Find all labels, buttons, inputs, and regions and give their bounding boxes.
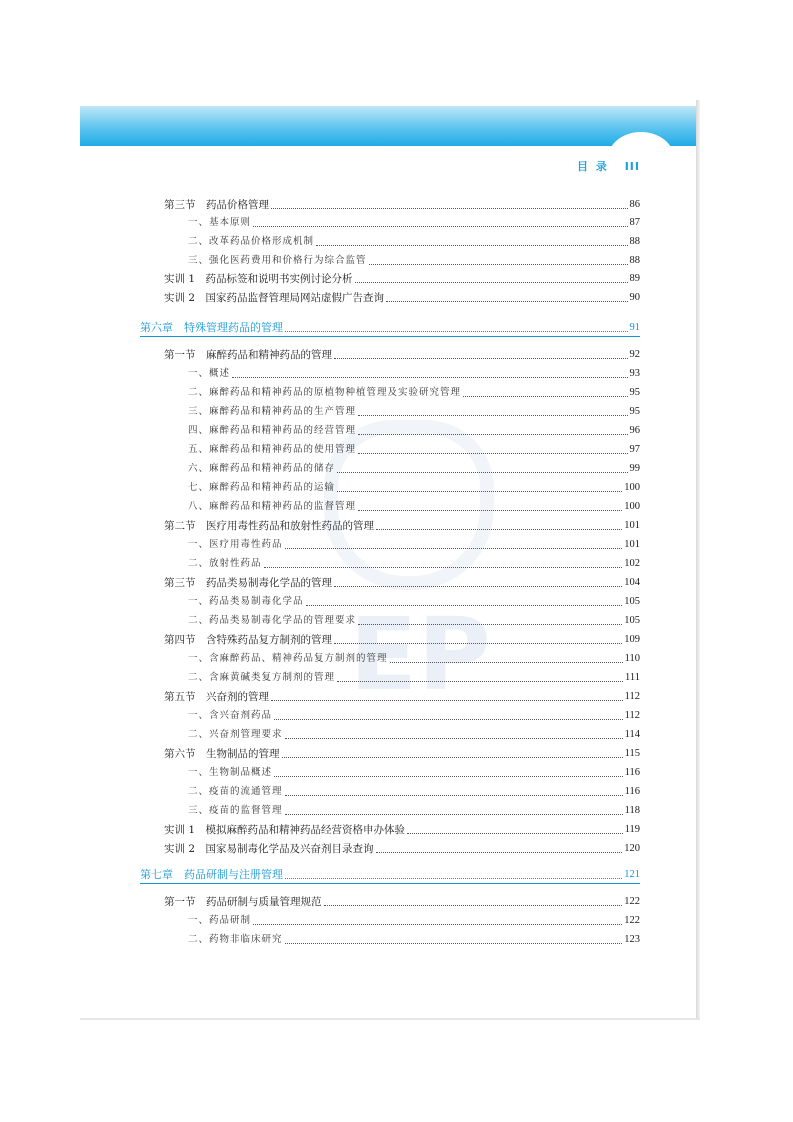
toc-dot-leader bbox=[274, 776, 623, 777]
toc-entry-title: 一、药品研制 bbox=[188, 915, 252, 926]
toc-subsection-entry[interactable] bbox=[188, 669, 640, 685]
toc-entry-title: 七、麻醉药品和精神药品的运输 bbox=[188, 482, 336, 493]
toc-entry-page-number: 120 bbox=[624, 843, 640, 854]
toc-section-entry[interactable] bbox=[164, 346, 640, 362]
toc-entry-page-number: 88 bbox=[629, 255, 640, 266]
toc-entry-title: 六、麻醉药品和精神药品的储存 bbox=[188, 463, 336, 474]
toc-entry-page-number: 116 bbox=[624, 786, 640, 797]
toc-entry-page-number: 115 bbox=[624, 748, 640, 759]
toc-subsection-entry[interactable] bbox=[188, 422, 640, 438]
toc-entry-title: 三、强化医药费用和价格行为综合监管 bbox=[188, 255, 367, 266]
toc-subsection-entry[interactable] bbox=[188, 707, 640, 723]
toc-subsection-entry[interactable] bbox=[188, 536, 640, 552]
toc-entry-page-number: 97 bbox=[629, 444, 640, 455]
toc-entry-page-number: 105 bbox=[624, 615, 640, 626]
toc-subsection-entry[interactable] bbox=[188, 726, 640, 742]
running-head-page-number: III bbox=[624, 160, 640, 173]
toc-entry-title: 第二节 医疗用毒性药品和放射性药品的管理 bbox=[164, 520, 374, 532]
toc-entry-title: 二、兴奋剂管理要求 bbox=[188, 729, 283, 740]
toc-section-entry[interactable] bbox=[164, 631, 640, 647]
toc-subsection-entry[interactable] bbox=[188, 650, 640, 666]
toc-subsection-entry[interactable] bbox=[188, 931, 640, 947]
toc-entry-page-number: 90 bbox=[629, 292, 640, 303]
toc-entry-title: 一、药品类易制毒化学品 bbox=[188, 596, 304, 607]
toc-entry-page-number: 87 bbox=[629, 217, 640, 228]
toc-subsection-entry[interactable] bbox=[188, 479, 640, 495]
toc-entry-title: 第六节 生物制品的管理 bbox=[164, 748, 280, 760]
toc-subsection-entry[interactable] bbox=[188, 384, 640, 400]
toc-subsection-entry[interactable] bbox=[188, 612, 640, 628]
toc-dot-leader bbox=[316, 245, 627, 246]
toc-dot-leader bbox=[285, 738, 623, 739]
toc-entry-page-number: 102 bbox=[624, 558, 640, 569]
toc-entry-page-number: 105 bbox=[624, 596, 640, 607]
toc-subsection-entry[interactable] bbox=[188, 233, 640, 249]
toc-dot-leader bbox=[271, 700, 623, 701]
toc-entry-page-number: 123 bbox=[624, 934, 640, 945]
toc-entry-title: 一、含麻醉药品、精神药品复方制剂的管理 bbox=[188, 653, 388, 664]
toc-subsection-entry[interactable] bbox=[188, 912, 640, 928]
toc-dot-leader bbox=[232, 377, 627, 378]
toc-chapter-entry[interactable] bbox=[140, 319, 640, 335]
toc-entry-page-number: 121 bbox=[624, 869, 640, 880]
toc-entry-page-number: 122 bbox=[624, 896, 640, 907]
toc-dot-leader bbox=[274, 719, 623, 720]
chapter-underline-rule bbox=[140, 883, 640, 884]
toc-section-entry[interactable] bbox=[164, 840, 640, 856]
toc-subsection-entry[interactable] bbox=[188, 555, 640, 571]
toc-subsection-entry[interactable] bbox=[188, 764, 640, 780]
toc-entry-page-number: 104 bbox=[624, 577, 640, 588]
toc-entry-title: 二、放射性药品 bbox=[188, 558, 262, 569]
toc-entry-page-number: 114 bbox=[624, 729, 640, 740]
running-head-label: 目 录 bbox=[577, 160, 609, 173]
toc-entry-title: 三、疫苗的监督管理 bbox=[188, 805, 283, 816]
toc-dot-leader bbox=[358, 453, 627, 454]
toc-subsection-entry[interactable] bbox=[188, 460, 640, 476]
toc-entry-page-number: 100 bbox=[624, 501, 640, 512]
toc-dot-leader bbox=[337, 472, 627, 473]
toc-entry-page-number: 109 bbox=[624, 634, 640, 645]
toc-dot-leader bbox=[376, 529, 622, 530]
toc-dot-leader bbox=[271, 208, 628, 209]
toc-entry-title: 二、含麻黄碱类复方制剂的管理 bbox=[188, 672, 336, 683]
toc-section-entry[interactable] bbox=[164, 688, 640, 704]
toc-dot-leader bbox=[358, 434, 627, 435]
toc-entry-title: 二、疫苗的流通管理 bbox=[188, 786, 283, 797]
toc-entry-page-number: 92 bbox=[629, 349, 640, 360]
toc-entry-page-number: 96 bbox=[629, 425, 640, 436]
table-of-contents bbox=[140, 0, 640, 1000]
toc-section-entry[interactable] bbox=[164, 574, 640, 590]
toc-entry-title: 第一节 麻醉药品和精神药品的管理 bbox=[164, 349, 332, 361]
toc-subsection-entry[interactable] bbox=[188, 403, 640, 419]
toc-subsection-entry[interactable] bbox=[188, 214, 640, 230]
toc-entry-title: 实训 2 国家易制毒化学品及兴奋剂目录查询 bbox=[164, 843, 374, 855]
toc-entry-page-number: 95 bbox=[629, 406, 640, 417]
chapter-underline-rule bbox=[140, 336, 640, 337]
toc-dot-leader bbox=[282, 757, 623, 758]
toc-entry-page-number: 122 bbox=[624, 915, 640, 926]
toc-entry-title: 二、麻醉药品和精神药品的原植物种植管理及实验研究管理 bbox=[188, 387, 462, 398]
toc-entry-title: 四、麻醉药品和精神药品的经营管理 bbox=[188, 425, 357, 436]
toc-dot-leader bbox=[386, 301, 627, 302]
toc-entry-title: 第三节 药品类易制毒化学品的管理 bbox=[164, 577, 332, 589]
toc-dot-leader bbox=[355, 282, 628, 283]
toc-dot-leader bbox=[306, 605, 623, 606]
toc-entry-title: 第五节 兴奋剂的管理 bbox=[164, 691, 269, 703]
toc-subsection-entry[interactable] bbox=[188, 441, 640, 457]
toc-dot-leader bbox=[253, 226, 627, 227]
toc-dot-leader bbox=[264, 567, 623, 568]
toc-dot-leader bbox=[285, 795, 623, 796]
toc-entry-page-number: 100 bbox=[624, 482, 640, 493]
toc-entry-page-number: 111 bbox=[625, 672, 640, 683]
toc-entry-title: 一、生物制品概述 bbox=[188, 767, 273, 778]
toc-entry-title: 一、基本原则 bbox=[188, 217, 252, 228]
toc-dot-leader bbox=[376, 852, 623, 853]
toc-entry-page-number: 112 bbox=[624, 691, 640, 702]
toc-entry-page-number: 118 bbox=[624, 805, 640, 816]
toc-entry-title: 第七章 药品研制与注册管理 bbox=[140, 868, 283, 881]
toc-entry-page-number: 110 bbox=[624, 653, 640, 664]
toc-section-entry[interactable] bbox=[164, 289, 640, 305]
toc-dot-leader bbox=[358, 624, 622, 625]
toc-dot-leader bbox=[390, 662, 623, 663]
toc-dot-leader bbox=[253, 924, 622, 925]
toc-entry-title: 三、麻醉药品和精神药品的生产管理 bbox=[188, 406, 357, 417]
toc-subsection-entry[interactable] bbox=[188, 783, 640, 799]
toc-dot-leader bbox=[358, 415, 627, 416]
toc-entry-title: 二、改革药品价格形成机制 bbox=[188, 236, 315, 247]
toc-entry-title: 五、麻醉药品和精神药品的使用管理 bbox=[188, 444, 357, 455]
toc-section-entry[interactable] bbox=[164, 893, 640, 909]
page-edge-shadow bbox=[696, 100, 700, 1020]
toc-entry-title: 一、含兴奋剂药品 bbox=[188, 710, 273, 721]
toc-entry-page-number: 88 bbox=[629, 236, 640, 247]
toc-entry-title: 第一节 药品研制与质量管理规范 bbox=[164, 896, 322, 908]
toc-entry-title: 实训 1 模拟麻醉药品和精神药品经营资格申办体验 bbox=[164, 824, 406, 836]
toc-chapter-entry[interactable] bbox=[140, 866, 640, 882]
toc-subsection-entry[interactable] bbox=[188, 252, 640, 268]
toc-entry-page-number: 101 bbox=[624, 539, 640, 550]
toc-subsection-entry[interactable] bbox=[188, 802, 640, 818]
toc-entry-page-number: 95 bbox=[629, 387, 640, 398]
toc-dot-leader bbox=[369, 264, 628, 265]
page-bottom-rule bbox=[80, 1018, 700, 1020]
toc-dot-leader bbox=[285, 814, 623, 815]
toc-dot-leader bbox=[324, 905, 623, 906]
toc-dot-leader bbox=[285, 878, 622, 879]
toc-entry-title: 二、药品类易制毒化学品的管理要求 bbox=[188, 615, 357, 626]
toc-dot-leader bbox=[285, 943, 623, 944]
toc-section-entry[interactable] bbox=[164, 517, 640, 533]
toc-entry-page-number: 116 bbox=[624, 767, 640, 778]
toc-entry-title: 实训 2 国家药品监督管理局网站虚假广告查询 bbox=[164, 292, 385, 304]
toc-subsection-entry[interactable] bbox=[188, 593, 640, 609]
toc-entry-page-number: 112 bbox=[624, 710, 640, 721]
toc-entry-title: 第六章 特殊管理药品的管理 bbox=[140, 321, 283, 334]
toc-entry-page-number: 101 bbox=[624, 520, 640, 531]
toc-dot-leader bbox=[463, 396, 627, 397]
toc-entry-title: 一、医疗用毒性药品 bbox=[188, 539, 283, 550]
toc-entry-title: 实训 1 药品标签和说明书实例讨论分析 bbox=[164, 273, 353, 285]
toc-entry-page-number: 93 bbox=[629, 368, 640, 379]
toc-section-entry[interactable] bbox=[164, 196, 640, 212]
watermark-text: EP bbox=[349, 596, 491, 713]
toc-subsection-entry[interactable] bbox=[188, 498, 640, 514]
toc-section-entry[interactable] bbox=[164, 270, 640, 286]
toc-dot-leader bbox=[334, 358, 628, 359]
toc-dot-leader bbox=[358, 510, 622, 511]
toc-dot-leader bbox=[407, 833, 623, 834]
toc-entry-page-number: 89 bbox=[629, 273, 640, 284]
toc-entry-page-number: 91 bbox=[629, 322, 640, 333]
toc-entry-title: 第四节 含特殊药品复方制剂的管理 bbox=[164, 634, 332, 646]
toc-dot-leader bbox=[285, 548, 623, 549]
toc-entry-title: 八、麻醉药品和精神药品的监督管理 bbox=[188, 501, 357, 512]
toc-dot-leader bbox=[334, 586, 622, 587]
toc-dot-leader bbox=[337, 681, 623, 682]
toc-subsection-entry[interactable] bbox=[188, 365, 640, 381]
toc-entry-page-number: 119 bbox=[624, 824, 640, 835]
toc-entry-title: 二、药物非临床研究 bbox=[188, 934, 283, 945]
toc-dot-leader bbox=[334, 643, 622, 644]
toc-entry-page-number: 99 bbox=[629, 463, 640, 474]
toc-entry-page-number: 86 bbox=[629, 199, 640, 210]
toc-dot-leader bbox=[337, 491, 622, 492]
toc-entry-title: 一、概述 bbox=[188, 368, 231, 379]
toc-entry-title: 第三节 药品价格管理 bbox=[164, 199, 269, 211]
toc-section-entry[interactable] bbox=[164, 821, 640, 837]
toc-dot-leader bbox=[285, 331, 628, 332]
toc-section-entry[interactable] bbox=[164, 745, 640, 761]
